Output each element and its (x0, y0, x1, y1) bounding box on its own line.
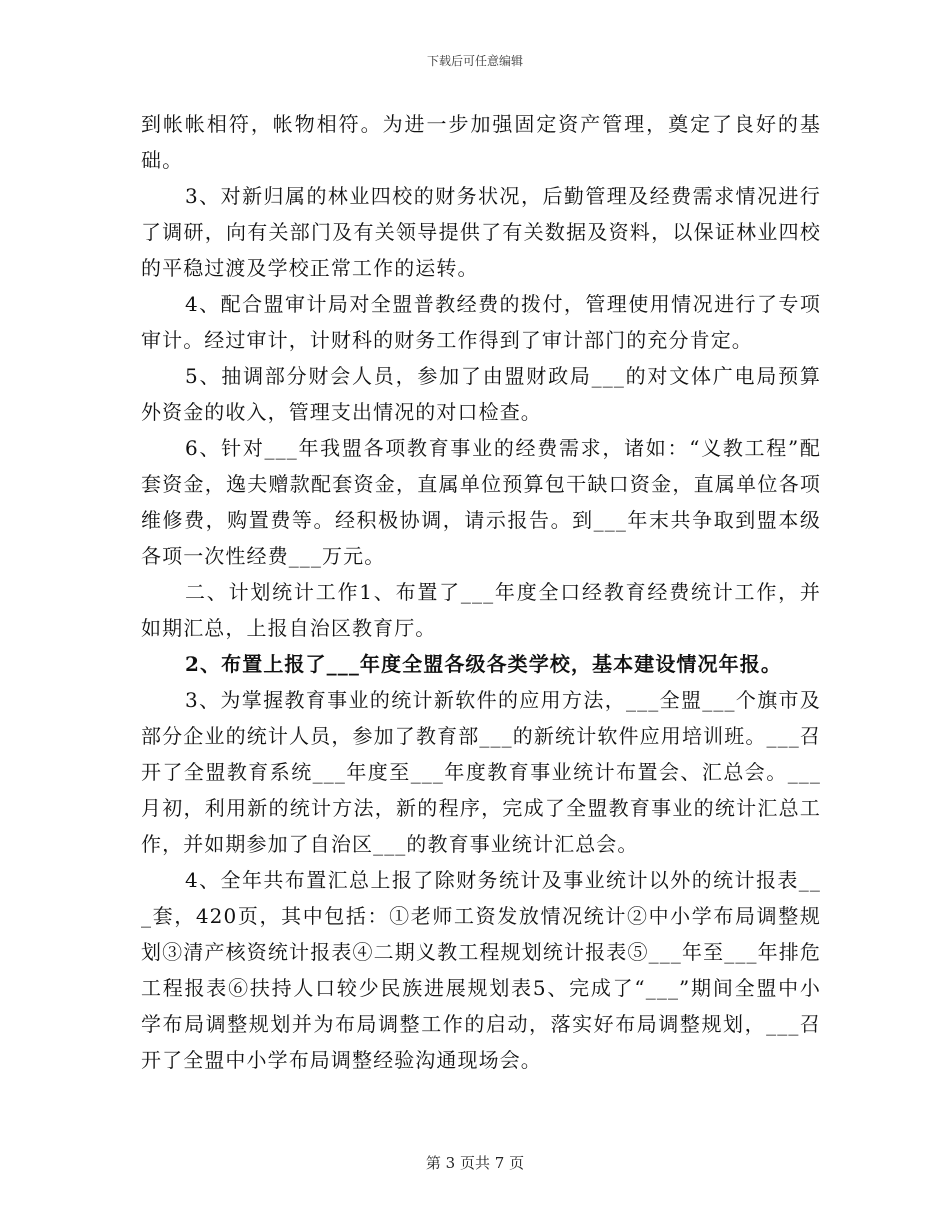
paragraph-item-6: 6、针对___年我盟各项教育事业的经费需求，诸如：“义教工程”配套资金，逸夫赠款配套资金，直属单位预算包干缺口资金，直属单位各项维修费，购置费等。经积极协调，请示报告。到___年末共争取到盟本级各项一次性经费___万元。 (141, 436, 821, 568)
paragraph-item-3: 3、对新归属的林业四校的财务状况，后勤管理及经费需求情况进行了调研，向有关部门及有关领导提供了有关数据及资料，以保证林业四校的平稳过渡及学校正常工作的运转。 (141, 184, 821, 280)
document-body (141, 106, 821, 1078)
paragraph-continuation: 到帐帐相符，帐物相符。为进一步加强固定资产管理，奠定了良好的基础。 (141, 112, 821, 172)
paragraph-item-5: 5、抽调部分财会人员，参加了由盟财政局___的对文体广电局预算外资金的收入，管理支出情况的对口检查。 (141, 364, 821, 424)
paragraph-item-4: 4、配合盟审计局对全盟普教经费的拨付，管理使用情况进行了专项审计。经过审计，计财科的财务工作得到了审计部门的充分肯定。 (141, 292, 821, 352)
paragraph-section-2-item-2: 2、布置上报了___年度全盟各级各类学校，基本建设情况年报。 (185, 652, 782, 676)
paragraph-section-2-item-3: 3、为掌握教育事业的统计新软件的应用方法，___全盟___个旗市及部分企业的统计人员，参加了教育部___的新统计软件应用培训班。___召开了全盟教育系统___年度至___年度教育事业统计布置会、汇总会。___月初，利用新的统计方法，新的程序，完成了全盟教育事业的统计汇总工作，并如期参加了自治区___的教育事业统计汇总会。 (141, 688, 821, 856)
paragraph-section-2: 二、计划统计工作1、布置了___年度全口经教育经费统计工作，并如期汇总，上报自治区教育厅。 (141, 580, 821, 640)
page-header: 下载后可任意编辑 (426, 54, 523, 68)
page-number-footer: 第 3 页共 7 页 (425, 1154, 525, 1172)
paragraph-section-2-item-4: 4、全年共布置汇总上报了除财务统计及事业统计以外的统计报表___套，420页，其中包括：①老师工资发放情况统计②中小学布局调整规划③清产核资统计报表④二期义教工程规划统计报表⑤___年至___年排危工程报表⑥扶持人口较少民族进展规划表5、完成了“___”期间全盟中小学布局调整规划并为布局调整工作的启动，落实好布局调整规划，___召开了全盟中小学布局调整经验沟通现场会。 (141, 868, 821, 1072)
